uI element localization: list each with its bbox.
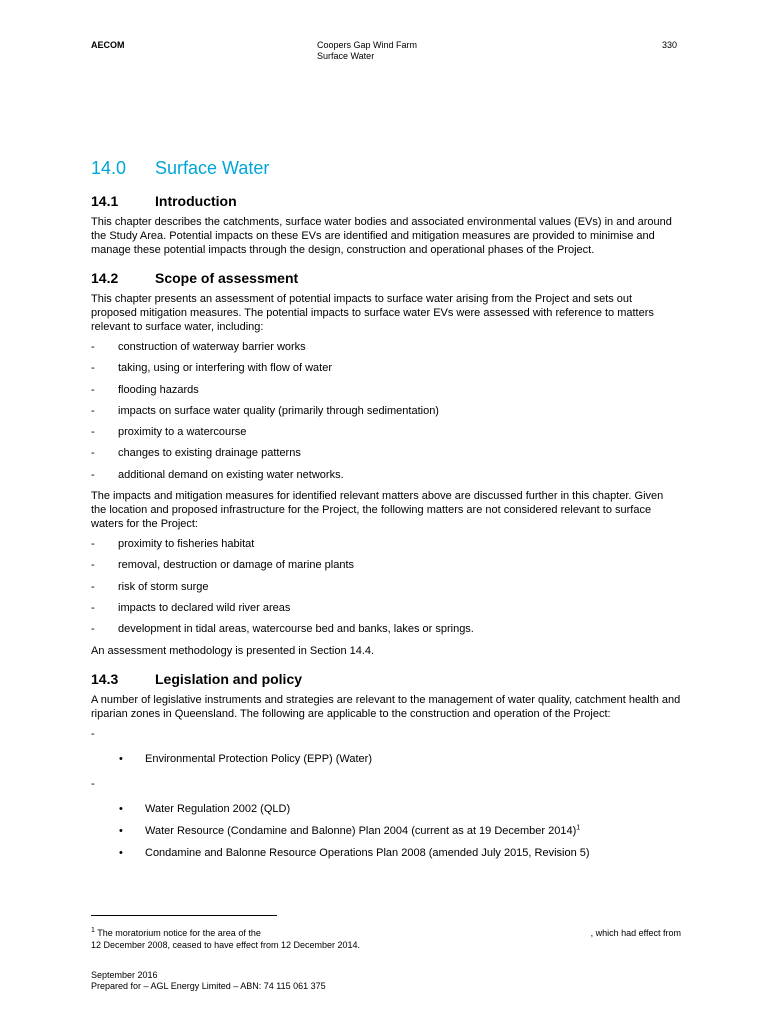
list-item	[91, 340, 681, 354]
list-item	[91, 558, 681, 572]
list-item-text: flooding hazards	[118, 383, 199, 396]
dash-marker: -	[91, 404, 95, 417]
dash-marker: -	[91, 601, 95, 614]
bullet-marker: •	[119, 846, 123, 859]
list-item	[91, 468, 681, 482]
dash-marker: -	[91, 777, 95, 790]
list-item-text: additional demand on existing water networks.	[118, 468, 344, 481]
list-item	[91, 537, 681, 551]
dash-marker: -	[91, 468, 95, 481]
list-item	[91, 446, 681, 460]
list-item-text: risk of storm surge	[118, 580, 209, 593]
scope-paragraph-2: The impacts and mitigation measures for identified relevant matters above are discussed further in this chapter. Given the location and proposed infrastructure for the Project, the following matters are not considered relevant to surface waters for the Project:	[91, 490, 664, 531]
chapter-number: 14.0	[91, 158, 127, 178]
bullet-marker: •	[119, 752, 123, 765]
list-item-text: impacts to declared wild river areas	[118, 601, 291, 614]
dash-marker: -	[91, 383, 95, 396]
dash-marker: -	[91, 580, 95, 593]
footnote-divider	[91, 915, 277, 916]
footnote-text-part1: The moratorium notice for the area of the	[97, 928, 261, 938]
list-item-text: development in tidal areas, watercourse bed and banks, lakes or springs.	[118, 623, 474, 636]
not-relevant-matters-list	[91, 537, 681, 636]
list-item-text: construction of waterway barrier works	[118, 341, 306, 353]
list-item	[91, 752, 681, 766]
footnote	[91, 927, 681, 951]
legislation-list-2	[91, 802, 681, 860]
dash-marker: -	[91, 341, 95, 353]
list-item-text: impacts on surface water quality (primarily through sedimentation)	[118, 404, 439, 417]
dash-marker: -	[91, 559, 95, 572]
scope-paragraph-1: This chapter presents an assessment of potential impacts to surface water arising from the Project and sets out proposed mitigation measures. The potential impacts to surface water EVs were assessed with reference to matters relevant to surface water, including:	[91, 293, 654, 333]
section-heading-introduction	[91, 193, 681, 210]
footer-prepared-for: Prepared for – AGL Energy Limited – ABN: 74 115 061 375	[91, 981, 326, 991]
dash-marker: -	[91, 362, 95, 375]
list-item	[91, 404, 681, 418]
section-number: 14.3	[91, 670, 119, 687]
list-item-text: Environmental Protection Policy (EPP) (Water)	[145, 752, 372, 765]
list-item-text: Condamine and Balonne Resource Operations Plan 2008 (amended July 2015, Revision 5)	[145, 846, 590, 859]
section-title: Scope of assessment	[155, 270, 299, 286]
bullet-marker: •	[119, 824, 123, 837]
scope-paragraph-3: An assessment methodology is presented in Section 14.4.	[91, 644, 375, 657]
list-item-text: Water Resource (Condamine and Balonne) Plan 2004 (current as at 19 December 2014)	[145, 824, 577, 837]
list-item-text: taking, using or interfering with flow of water	[118, 362, 332, 375]
list-item	[91, 580, 681, 594]
header-page-number: 330	[662, 40, 678, 50]
list-item-text: proximity to fisheries habitat	[118, 538, 255, 551]
list-item	[91, 361, 681, 375]
header-project-name: Coopers Gap Wind Farm	[317, 40, 418, 50]
chapter-heading	[91, 157, 681, 179]
list-item	[91, 383, 681, 397]
list-item-text: Water Regulation 2002 (QLD)	[145, 802, 291, 815]
footnote-text-part2: , which had effect from	[590, 928, 681, 938]
section-title: Legislation and policy	[155, 670, 303, 687]
header-chapter-name: Surface Water	[317, 51, 375, 61]
list-item	[91, 824, 681, 838]
dash-marker: -	[91, 426, 95, 439]
list-item	[91, 846, 681, 860]
bullet-marker: •	[119, 802, 123, 815]
relevant-matters-list	[91, 340, 681, 482]
dash-marker: -	[91, 447, 95, 460]
main-content	[91, 157, 681, 871]
dash-marker: -	[91, 727, 95, 740]
footer-date: September 2016	[91, 970, 158, 980]
introduction-paragraph: This chapter describes the catchments, surface water bodies and associated environmental values (EVs) in and around the Study Area. Potential impacts on these EVs are identified and mitigation measures are provided to minimise and manage these potential impacts through the design, construction and operational phases of the Project.	[91, 216, 672, 256]
footnote-line-1	[91, 927, 681, 939]
header-company: AECOM	[91, 40, 125, 50]
section-number: 14.1	[91, 193, 119, 209]
footnote-number: 1	[91, 927, 95, 934]
legislation-list-1	[91, 752, 681, 766]
section-title: Introduction	[155, 193, 237, 209]
section-heading-legislation	[91, 671, 681, 688]
list-item	[91, 802, 681, 816]
chapter-title: Surface Water	[155, 158, 270, 178]
list-item-text: removal, destruction or damage of marine plants	[118, 559, 355, 572]
list-item-text: proximity to a watercourse	[118, 426, 247, 439]
list-item	[91, 425, 681, 439]
footnote-reference[interactable]: 1	[576, 823, 581, 831]
section-number: 14.2	[91, 270, 119, 286]
list-item-text: changes to existing drainage patterns	[118, 447, 301, 460]
legislation-paragraph: A number of legislative instruments and strategies are relevant to the management of water quality, catchment health and riparian zones in Queensland. The following are applicable to the construction and operation of the Project:	[91, 693, 681, 720]
dash-marker: -	[91, 538, 95, 551]
section-heading-scope	[91, 270, 681, 287]
footnote-line-2: 12 December 2008, ceased to have effect from 12 December 2014.	[91, 940, 360, 950]
list-item	[91, 622, 681, 636]
list-item	[91, 601, 681, 615]
header-document-title	[317, 40, 417, 62]
dash-marker: -	[91, 623, 95, 636]
page-footer	[91, 970, 326, 992]
